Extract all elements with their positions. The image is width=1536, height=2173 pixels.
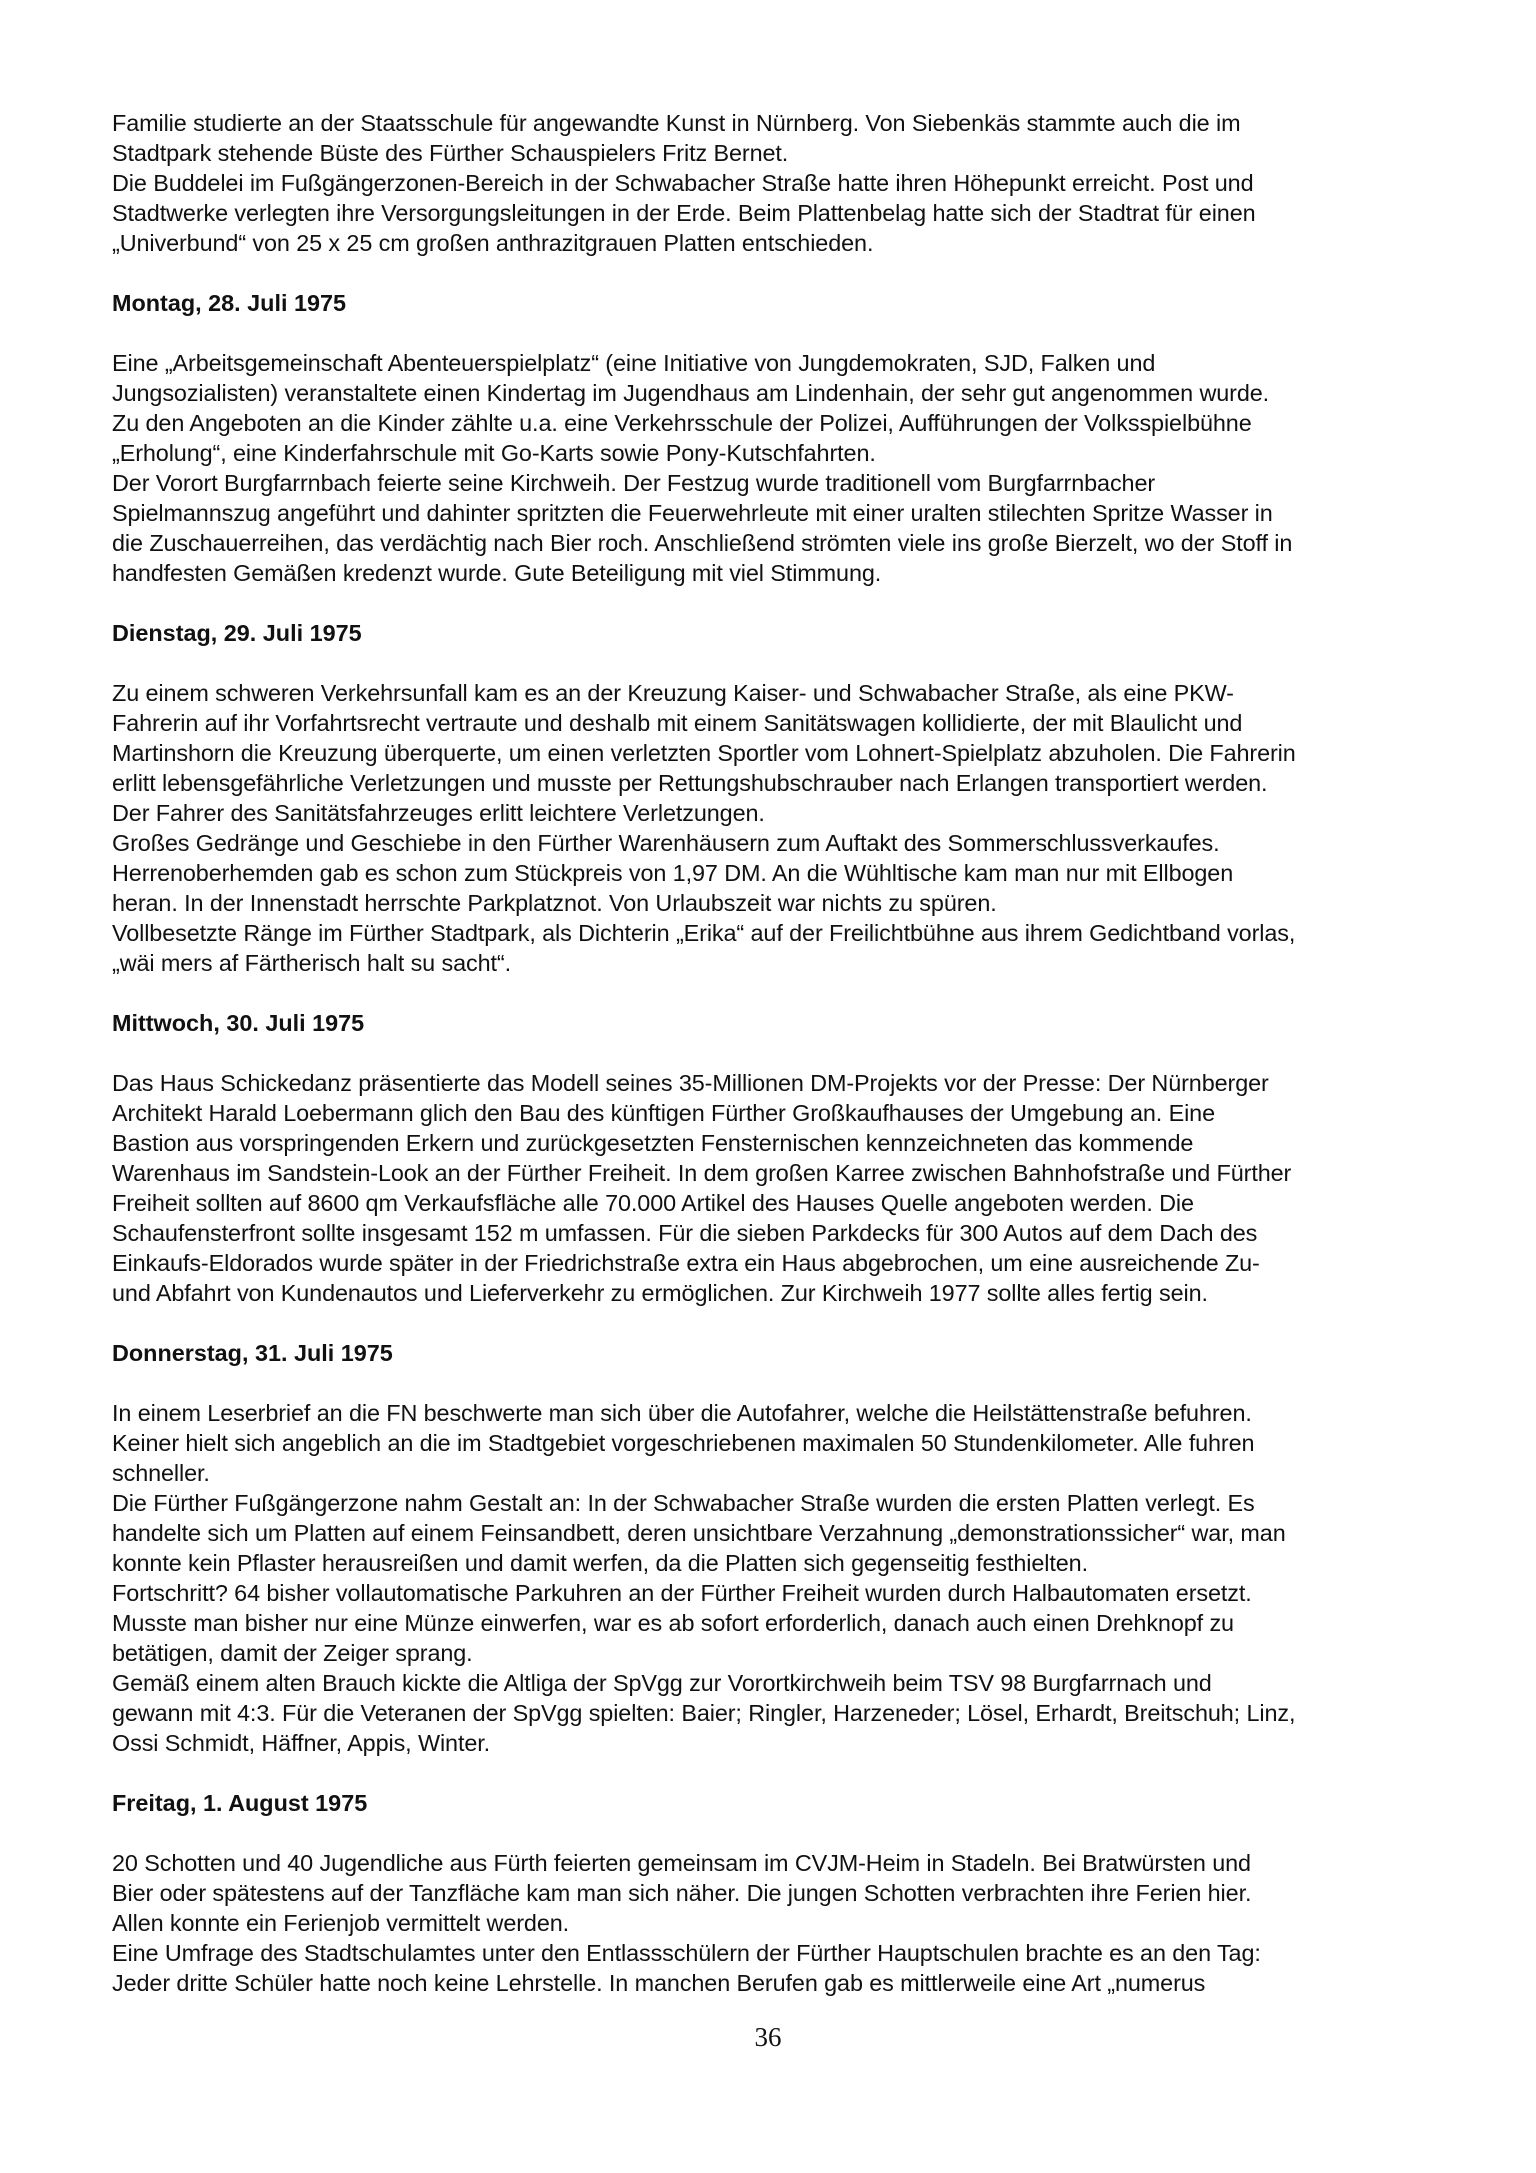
entry-heading: Donnerstag, 31. Juli 1975 [112,1340,393,1366]
text-line: Freiheit sollten auf 8600 qm Verkaufsfläche alle 70.000 Artikel des Hauses Quelle angeboten werden. Die [112,1190,1194,1216]
entry-heading: Dienstag, 29. Juli 1975 [112,620,362,646]
text-line: Herrenoberhemden gab es schon zum Stückpreis von 1,97 DM. An die Wühltische kam man nur mit Ellbogen [112,860,1234,886]
text-line: „Univerbund“ von 25 x 25 cm großen anthrazitgrauen Platten entschieden. [112,230,874,256]
text-line: Spielmannszug angeführt und dahinter spritzten die Feuerwehrleute mit einer uralten stilechten Spritze Wasser in [112,500,1273,526]
text-line: Schaufensterfront sollte insgesamt 152 m umfassen. Für die sieben Parkdecks für 300 Autos auf dem Dach des [112,1220,1258,1246]
text-line: Zu einem schweren Verkehrsunfall kam es an der Kreuzung Kaiser- und Schwabacher Straße, als eine PKW- [112,680,1234,706]
text-line: gewann mit 4:3. Für die Veteranen der SpVgg spielten: Baier; Ringler, Harzeneder; Lösel, Erhardt, Breitschuh; Linz, [112,1700,1296,1726]
text-line: Stadtwerke verlegten ihre Versorgungsleitungen in der Erde. Beim Plattenbelag hatte sich der Stadtrat für einen [112,200,1256,226]
text-line: Großes Gedränge und Geschiebe in den Fürther Warenhäusern zum Auftakt des Sommerschlussverkaufes. [112,830,1220,856]
entry-heading: Montag, 28. Juli 1975 [112,290,346,316]
text-line: Martinshorn die Kreuzung überquerte, um einen verletzten Sportler vom Lohnert-Spielplatz abzuholen. Die Fahrerin [112,740,1296,766]
text-line: Bastion aus vorspringenden Erkern und zurückgesetzten Fensternischen kennzeichneten das kommende [112,1130,1194,1156]
intro-paragraph [112,108,1442,258]
text-line: Stadtpark stehende Büste des Fürther Schauspielers Fritz Bernet. [112,140,789,166]
text-line: „wäi mers af Färtherisch halt su sacht“. [112,950,511,976]
text-line: Musste man bisher nur eine Münze einwerfen, war es ab sofort erforderlich, danach auch einen Drehknopf zu [112,1610,1234,1636]
text-line: Gemäß einem alten Brauch kickte die Altliga der SpVgg zur Vorortkirchweih beim TSV 98 Burgfarrnach und [112,1670,1212,1696]
text-line: Jeder dritte Schüler hatte noch keine Lehrstelle. In manchen Berufen gab es mittlerweile eine Art „numerus [112,1970,1206,1996]
entry-text [112,1848,1442,1998]
text-line: Zu den Angeboten an die Kinder zählte u.a. eine Verkehrsschule der Polizei, Aufführungen der Volksspielbühne [112,410,1252,436]
entry-montag-28-juli [112,288,1442,588]
text-line: heran. In der Innenstadt herrschte Parkplatznot. Von Urlaubszeit war nichts zu spüren. [112,890,997,916]
text-line: 20 Schotten und 40 Jugendliche aus Fürth feierten gemeinsam im CVJM-Heim in Stadeln. Bei Bratwürsten und [112,1850,1251,1876]
text-line: Das Haus Schickedanz präsentierte das Modell seines 35-Millionen DM-Projekts vor der Presse: Der Nürnberger [112,1070,1269,1096]
text-line: Keiner hielt sich angeblich an die im Stadtgebiet vorgeschriebenen maximalen 50 Stundenkilometer. Alle fuhren [112,1430,1255,1456]
text-line: Familie studierte an der Staatsschule für angewandte Kunst in Nürnberg. Von Siebenkäs stammte auch die im [112,110,1241,136]
text-line: Eine Umfrage des Stadtschulamtes unter den Entlassschülern der Fürther Hauptschulen brachte es an den Tag: [112,1940,1261,1966]
text-line: Die Fürther Fußgängerzone nahm Gestalt an: In der Schwabacher Straße wurden die ersten Platten verlegt. Es [112,1490,1255,1516]
text-line: betätigen, damit der Zeiger sprang. [112,1640,473,1666]
text-line: Warenhaus im Sandstein-Look an der Fürther Freiheit. In dem großen Karree zwischen Bahnhofstraße und Fürther [112,1160,1292,1186]
text-line: erlitt lebensgefährliche Verletzungen und musste per Rettungshubschrauber nach Erlangen transportiert werden. [112,770,1268,796]
text-line: handelte sich um Platten auf einem Feinsandbett, deren unsichtbare Verzahnung „demonstrationssicher“ war, man [112,1520,1286,1546]
text-line: Ossi Schmidt, Häffner, Appis, Winter. [112,1730,491,1756]
entry-text [112,1068,1442,1308]
entry-freitag-1-august [112,1788,1442,1998]
text-line: Bier oder spätestens auf der Tanzfläche kam man sich näher. Die jungen Schotten verbrachten ihre Ferien hier. [112,1880,1252,1906]
text-line: konnte kein Pflaster herausreißen und damit werfen, da die Platten sich gegenseitig festhielten. [112,1550,1088,1576]
text-line: schneller. [112,1460,210,1486]
text-line: Fahrerin auf ihr Vorfahrtsrecht vertraute und deshalb mit einem Sanitätswagen kollidierte, der mit Blaulicht und [112,710,1243,736]
text-line: Vollbesetzte Ränge im Fürther Stadtpark, als Dichterin „Erika“ auf der Freilichtbühne aus ihrem Gedichtband vorlas, [112,920,1296,946]
entry-mittwoch-30-juli [112,1008,1442,1308]
text-line: Die Buddelei im Fußgängerzonen-Bereich in der Schwabacher Straße hatte ihren Höhepunkt erreicht. Post und [112,170,1254,196]
entry-dienstag-29-juli [112,618,1442,978]
text-line: „Erholung“, eine Kinderfahrschule mit Go-Karts sowie Pony-Kutschfahrten. [112,440,876,466]
entry-donnerstag-31-juli [112,1338,1442,1758]
text-line: Der Vorort Burgfarrnbach feierte seine Kirchweih. Der Festzug wurde traditionell vom Burgfarrnbacher [112,470,1156,496]
text-line: handfesten Gemäßen kredenzt wurde. Gute Beteiligung mit viel Stimmung. [112,560,882,586]
text-line: Eine „Arbeitsgemeinschaft Abenteuerspielplatz“ (eine Initiative von Jungdemokraten, SJD, Falken und [112,350,1156,376]
text-line: Fortschritt? 64 bisher vollautomatische Parkuhren an der Fürther Freiheit wurden durch Halbautomaten ersetzt. [112,1580,1252,1606]
text-line: Der Fahrer des Sanitätsfahrzeuges erlitt leichtere Verletzungen. [112,800,765,826]
text-line: und Abfahrt von Kundenautos und Lieferverkehr zu ermöglichen. Zur Kirchweih 1977 sollte alles fertig sein. [112,1280,1208,1306]
text-line: Jungsozialisten) veranstaltete einen Kindertag im Jugendhaus am Lindenhain, der sehr gut angenommen wurde. [112,380,1270,406]
text-line: Einkaufs-Eldorados wurde später in der Friedrichstraße extra ein Haus abgebrochen, um eine ausreichende Zu- [112,1250,1260,1276]
entry-text [112,678,1442,978]
page-content [112,108,1442,2028]
text-line: Architekt Harald Loebermann glich den Bau des künftigen Fürther Großkaufhauses der Umgebung an. Eine [112,1100,1215,1126]
text-line: die Zuschauerreihen, das verdächtig nach Bier roch. Anschließend strömten viele ins große Bierzelt, wo der Stoff in [112,530,1293,556]
text-line: Allen konnte ein Ferienjob vermittelt werden. [112,1910,570,1936]
page-number: 36 [754,2022,782,2052]
entry-text [112,1398,1442,1758]
entry-heading: Freitag, 1. August 1975 [112,1790,368,1816]
text-line: In einem Leserbrief an die FN beschwerte man sich über die Autofahrer, welche die Heilstättenstraße befuhren. [112,1400,1252,1426]
entry-text [112,348,1442,588]
entry-heading: Mittwoch, 30. Juli 1975 [112,1010,365,1036]
